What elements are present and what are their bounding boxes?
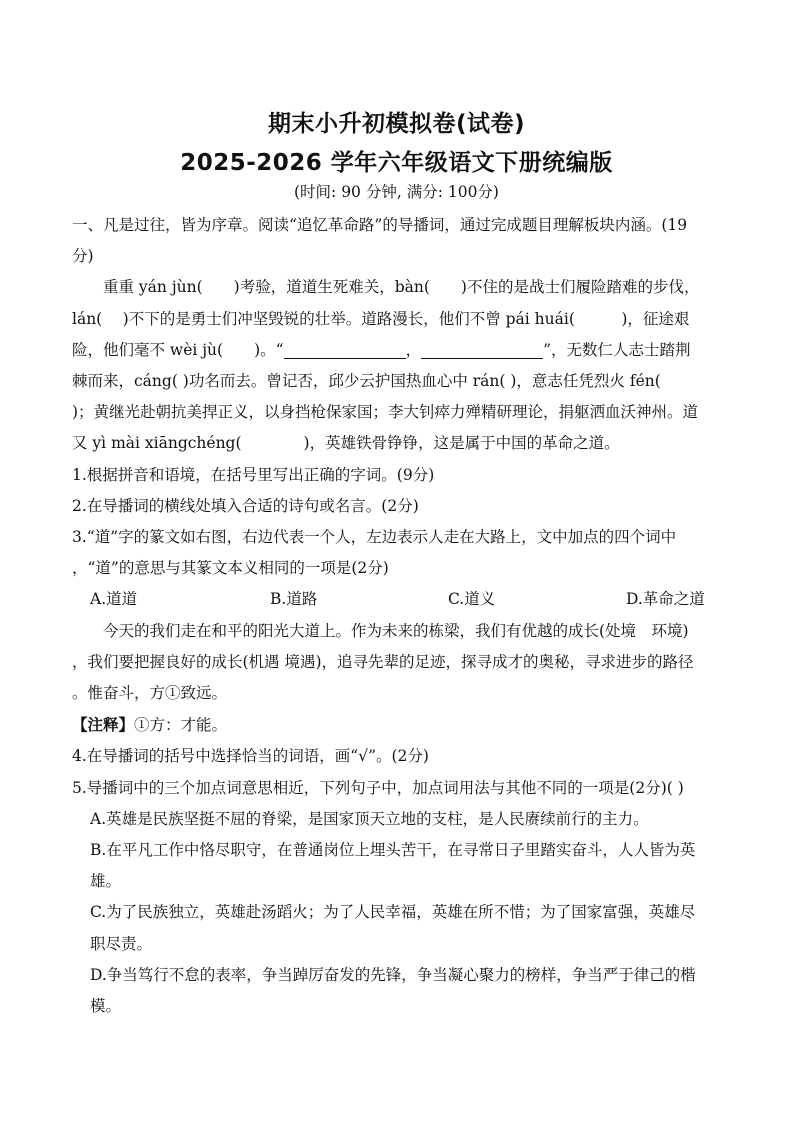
passage-line: lán( )不下的是勇士们冲坚毁锐的壮举。道路漫长，他们不曾 pái huái( )，征途艰 [72, 309, 690, 328]
question-5: 5.导播词中的三个加点词意思相近，下列句子中，加点词用法与其他不同的一项是(2分)( ) [72, 778, 684, 797]
question-5-option-d: D.争当笃行不怠的表率，争当踔厉奋发的先锋，争当凝心聚力的榜样，争当严于律己的楷 [90, 965, 696, 984]
passage-line: 重重 yán jùn( )考验，道道生死难关，bàn( )不住的是战士们履险踏难的步伐， [103, 278, 700, 297]
answer-blank[interactable] [284, 340, 406, 359]
question-5-option-c: C.为了民族独立，英雄赴汤蹈火；为了人民幸福，英雄在所不惜；为了国家富强，英雄尽 [90, 903, 696, 922]
question-5-option-c-cont: 职尽责。 [90, 934, 153, 953]
passage-line: )；黄继光赴朝抗美捍正义，以身挡枪保家国；李大钊瘁力殚精研理论，捐躯洒血沃神州。道 [72, 403, 699, 422]
question-5-option-b-cont: 雄。 [90, 872, 122, 891]
passage-line: ，我们要把握良好的成长(机遇 境遇)，追寻先辈的足迹，探寻成才的奥秘，寻求进步的路径 [72, 652, 694, 671]
option-a: A.道道 [90, 590, 138, 609]
question-3-cont: ，“道”的意思与其篆文本义相同的一项是(2分) [72, 559, 389, 578]
passage-line: 。惟奋斗，方①致远。 [72, 684, 228, 703]
option-b: B.道路 [270, 590, 318, 609]
section-heading: 一、凡是过往，皆为序章。阅读“追忆革命路”的导播词，通过完成题目理解板块内涵。(19 [72, 216, 688, 234]
option-c: C.道义 [448, 590, 496, 609]
question-3: 3.“道”字的篆文如右图，右边代表一个人，左边表示人走在大路上，文中加点的四个词中 [72, 528, 677, 547]
annotation [72, 709, 732, 741]
question-2: 2.在导播词的横线处填入合适的诗句或名言。(2分) [72, 496, 419, 515]
exam-title: 期末小升初模拟卷(试卷) [267, 111, 526, 137]
passage-line: 险，他们毫不 wèi jù( )。“ ， ”，无数仁人志士踏荆 [72, 340, 691, 359]
passage-line: 今天的我们走在和平的阳光大道上。作为未来的栋梁，我们有优越的成长(处境 环境) [103, 621, 689, 640]
question-5-option-b: B.在平凡工作中恪尽职守，在普通岗位上埋头苦干，在寻常日子里踏实奋斗，人人皆为英 [90, 841, 696, 860]
annotation-tag: 【注释】 [72, 715, 135, 735]
question-4: 4.在导播词的括号中选择恰当的词语，画“√”。(2分) [72, 747, 429, 766]
question-5-option-d-cont: 模。 [90, 997, 122, 1016]
question-1: 1.根据拼音和语境，在括号里写出正确的字词。(9分) [72, 465, 435, 484]
exam-body [72, 210, 732, 1022]
passage-line: 棘而来，cáng( )功名而去。曾记否，邱少云护国热血心中 rán( )，意志任凭烈火 fén( [72, 372, 661, 391]
section-heading-cont: 分) [72, 247, 94, 266]
passage-line: 又 yì mài xiāngchéng( )，英雄铁骨铮铮，这是属于中国的革命之道。 [72, 434, 620, 453]
answer-blank[interactable] [421, 340, 543, 359]
option-d: D.革命之道 [626, 590, 705, 609]
exam-info: (时间: 90 分钟, 满分: 100分) [294, 183, 499, 201]
annotation-text: ①方：才能。 [134, 716, 228, 735]
exam-subtitle: 2025-2026 学年六年级语文下册统编版 [180, 150, 613, 176]
question-5-option-a: A.英雄是民族坚挺不屈的脊梁，是国家顶天立地的支柱，是人民赓续前行的主力。 [90, 809, 649, 828]
question-3-options [72, 584, 732, 615]
